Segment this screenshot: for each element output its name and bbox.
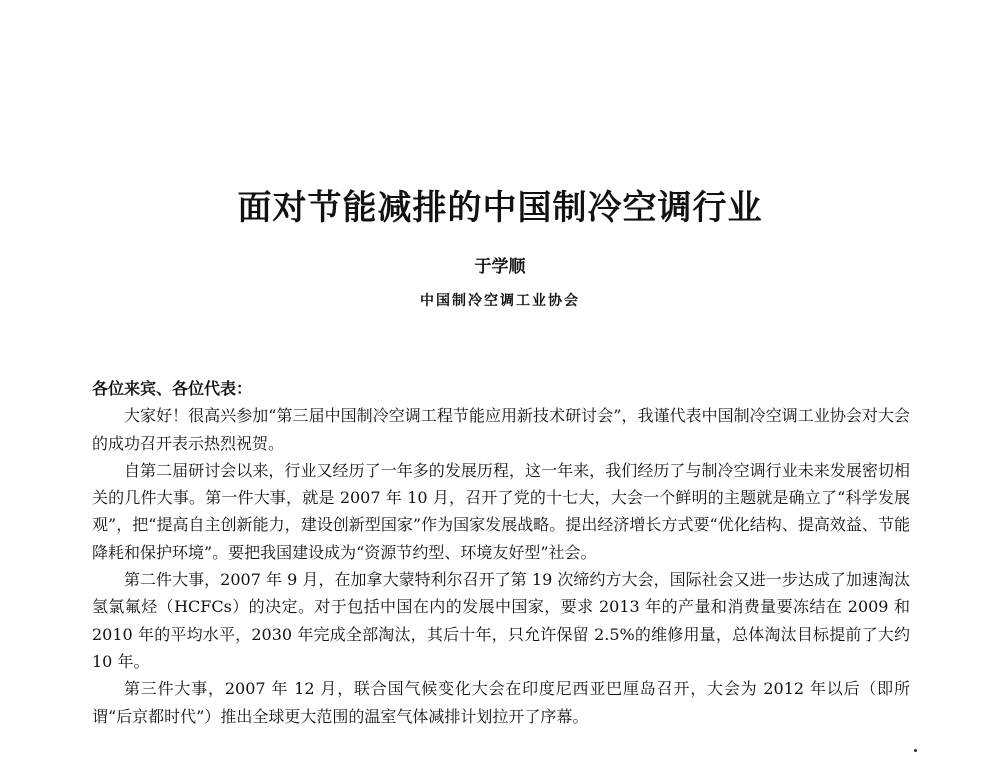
- paragraph-1: 大家好！很高兴参加“第三届中国制冷空调工程节能应用新技术研讨会”，我谨代表中国制冷空调工业协会对大会的成功召开表示热烈祝贺。: [92, 406, 910, 453]
- paragraph-2: 自第二届研讨会以来，行业又经历了一年多的发展历程，这一年来，我们经历了与制冷空调行业未来发展密切相关的几件大事。第一件大事，就是 2007 年 10 月，召开了党的十七大，大会一个鲜明的主题就是确立了“科学发展观”，把“提高自主创新能力，建设创新型国家”作为国家发展战略。提出经济增长方式要“优化结构、提高效益、节能降耗和保护环境”。要把我国建设成为“资源节约型、环境友好型”社会。: [92, 460, 910, 562]
- scan-speck: [914, 749, 917, 752]
- article-title: 面对节能减排的中国制冷空调行业: [237, 188, 763, 228]
- salutation: 各位来宾、各位代表：: [92, 379, 253, 398]
- paragraph-4: 第三件大事，2007 年 12 月，联合国气候变化大会在印度尼西亚巴厘岛召开，大会为 2012 年以后（即所谓“后京都时代”）推出全球更大范围的温室气体减排计划拉开了序幕。: [92, 679, 910, 726]
- article-body: [92, 375, 910, 730]
- author-name: 于学顺: [474, 257, 526, 277]
- author-organization: 中国制冷空调工业协会: [420, 293, 580, 309]
- paragraph-3: 第二件大事，2007 年 9 月，在加拿大蒙特利尔召开了第 19 次缔约方大会，国际社会又进一步达成了加速淘汰氢氯氟烃（HCFCs）的决定。对于包括中国在内的发展中国家，要求 2013 年的产量和消费量要冻结在 2009 和 2010 年的平均水平，2030 年完成全部淘汰，其后十年，只允许保留 2.5%的维修用量，总体淘汰目标提前了大约 10 年。: [92, 570, 910, 671]
